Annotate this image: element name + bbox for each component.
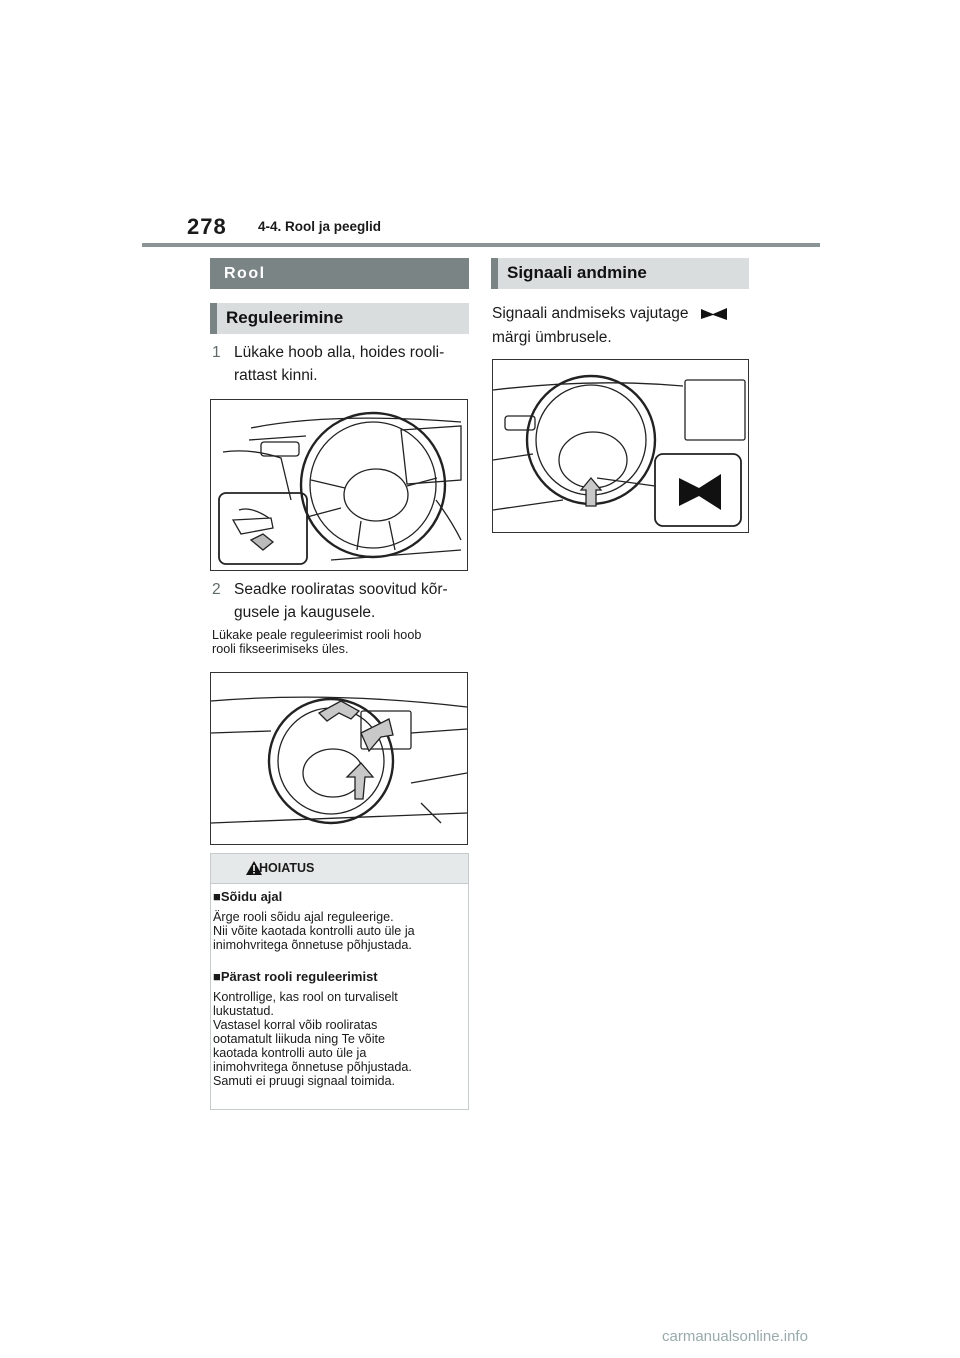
steering-lever-illustration: [211, 400, 467, 570]
steering-adjust-illustration: [211, 673, 467, 844]
warning-item-2-line: kaotada kontrolli auto üle ja: [213, 1046, 367, 1060]
horn-icon: [699, 306, 733, 322]
warning-item-2-line: Samuti ei pruugi signaal toimida.: [213, 1074, 396, 1088]
warning-item-2-line: lukustatud.: [213, 1004, 274, 1018]
warning-header: [211, 854, 468, 884]
warning-item-1: [213, 889, 465, 952]
square-bullet-icon: ■: [213, 969, 221, 984]
note: [212, 628, 472, 656]
warning-item-1-heading: Sõidu ajal: [220, 889, 283, 904]
warning-item-2-line: inimohvritega õnnetuse põhjustada.: [213, 1060, 412, 1074]
section-title-signaali: Signaali andmine: [491, 258, 749, 289]
warning-item-1-line: inimohvritega õnnetuse põhjustada.: [213, 938, 412, 952]
warning-item-2-line: Kontrollige, kas rool on turvaliselt: [213, 990, 398, 1004]
section-title-rool: Rool: [210, 258, 469, 289]
horn-para-line1: Signaali andmiseks vajutage: [492, 305, 689, 322]
step-2: [212, 578, 472, 624]
warning-item-2-line: Vastasel korral võib rooliratas: [213, 1018, 378, 1032]
horn-paragraph: [492, 303, 752, 349]
horn-para-line1-row: [492, 303, 752, 325]
step-1-line2: rattast kinni.: [234, 367, 318, 384]
warning-item-2: [213, 969, 465, 1088]
horn-para-line2: märgi ümbrusele.: [492, 329, 612, 346]
page-number: 278: [187, 214, 227, 239]
figure-steering-lever: [210, 399, 468, 571]
step-1-line1: Lükake hoob alla, hoides rooli-: [234, 344, 445, 361]
warning-item-1-line: Nii võite kaotada kontrolli auto üle ja: [213, 924, 415, 938]
subsection-reguleerimine: Reguleerimine: [210, 303, 469, 334]
header-divider: [142, 243, 820, 247]
square-bullet-icon: ■: [213, 889, 221, 904]
warning-item-1-heading-row: [213, 889, 465, 904]
chapter-title: 4-4. Rool ja peeglid: [258, 219, 382, 234]
warning-title: HOIATUS: [259, 861, 315, 875]
note-line1: Lükake peale reguleerimist rooli hoob: [212, 628, 422, 642]
warning-item-1-line: Ärge rooli sõidu ajal reguleerige.: [213, 910, 394, 924]
horn-pad-illustration: [493, 360, 748, 532]
step-2-line1: Seadke rooliratas soovitud kõr-: [234, 581, 448, 598]
warning-item-2-line: ootamatult liikuda ning Te võite: [213, 1032, 385, 1046]
step-2-number: 2: [212, 581, 221, 598]
step-1: [212, 341, 472, 387]
step-1-number: 1: [212, 344, 221, 361]
note-line2: rooli fikseerimiseks üles.: [212, 642, 349, 656]
footer-watermark: carmanualsonline.info: [662, 1328, 808, 1345]
warning-item-1-text: [213, 910, 465, 952]
warning-item-2-heading-row: [213, 969, 465, 984]
warning-item-2-text: [213, 990, 465, 1088]
step-2-line2: gusele ja kaugusele.: [234, 604, 376, 621]
figure-steering-adjust: [210, 672, 468, 845]
figure-horn-pad: [492, 359, 749, 533]
warning-item-2-heading: Pärast rooli reguleerimist: [220, 969, 378, 984]
